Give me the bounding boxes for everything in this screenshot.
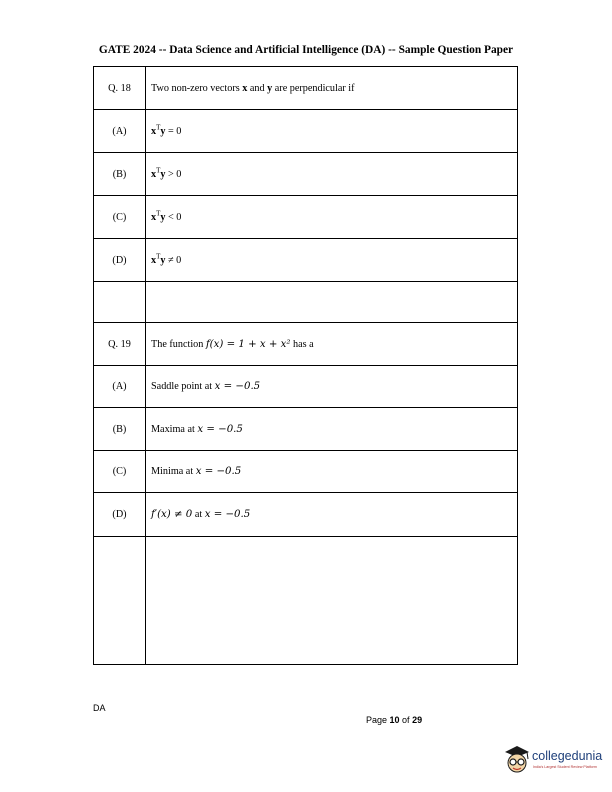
option-text: Saddle point at x = −0.5 — [146, 366, 518, 408]
option-label: (C) — [94, 196, 146, 239]
option-row — [94, 110, 518, 153]
page-number: Page 10 of 29 — [366, 715, 423, 725]
option-label: (A) — [94, 110, 146, 153]
logo-name: collegedunia — [532, 749, 603, 763]
logo-tagline: India's Largest Student Review Platform — [533, 765, 597, 769]
option-label: (D) — [94, 239, 146, 282]
option-row — [94, 408, 518, 451]
option-label: (B) — [94, 153, 146, 196]
question-row-18 — [94, 67, 518, 110]
question-stem: Two non-zero vectors x and y are perpendicular if — [146, 67, 518, 110]
option-text: $x^Ty = 0$ — [146, 110, 518, 153]
option-text: $x^Ty < 0$ — [146, 196, 518, 239]
answer-space-row — [94, 537, 518, 665]
paper-code: DA — [93, 703, 106, 713]
option-text: $x^Ty \ne 0$ — [146, 239, 518, 282]
option-label: (D) — [94, 493, 146, 537]
option-text: Maxima at x = −0.5 — [146, 408, 518, 451]
page-header: GATE 2024 -- Data Science and Artificial Intelligence (DA) -- Sample Question Paper — [98, 44, 514, 56]
option-row — [94, 153, 518, 196]
option-text: f′(x) ≠ 0 at x = −0.5 — [146, 493, 518, 537]
question-table — [93, 66, 518, 665]
spacer-row — [94, 282, 518, 323]
option-row — [94, 451, 518, 493]
collegedunia-logo — [502, 744, 608, 778]
graduate-mascot-icon — [502, 744, 532, 776]
question-number: Q. 18 — [94, 67, 146, 110]
question-row-19 — [94, 323, 518, 366]
option-row — [94, 239, 518, 282]
option-label: (C) — [94, 451, 146, 493]
option-row — [94, 493, 518, 537]
option-label: (A) — [94, 366, 146, 408]
option-text: Minima at x = −0.5 — [146, 451, 518, 493]
option-row — [94, 196, 518, 239]
option-row — [94, 366, 518, 408]
question-number: Q. 19 — [94, 323, 146, 366]
option-label: (B) — [94, 408, 146, 451]
option-text: $x^Ty > 0$ — [146, 153, 518, 196]
question-stem: The function f(x) = 1 + x + x² has a — [146, 323, 518, 366]
